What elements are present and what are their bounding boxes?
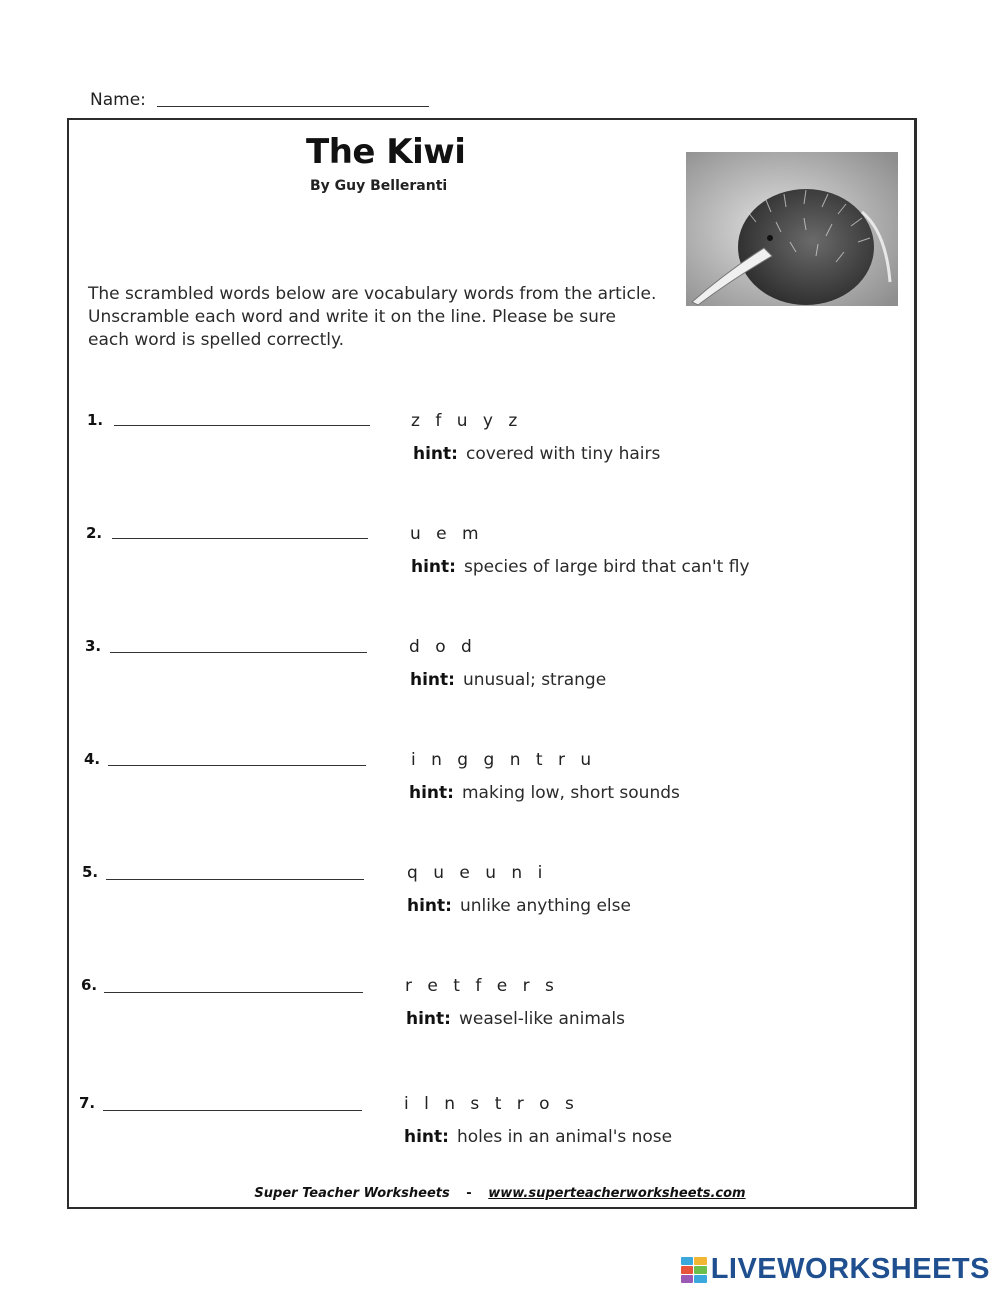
hint-value: holes in an animal's nose (456, 1127, 673, 1147)
hint-text (407, 896, 631, 916)
hint-value: covered with tiny hairs (465, 444, 661, 464)
item-number: 2. (86, 524, 103, 542)
liveworksheets-logo-icon (681, 1257, 707, 1283)
answer-line[interactable] (110, 652, 367, 653)
hint-text (413, 444, 660, 464)
hint-text (411, 557, 750, 577)
item-number: 4. (84, 750, 101, 768)
worksheet-title: The Kiwi (306, 132, 466, 172)
footer-url-link[interactable]: www.superteacherworksheets.com (488, 1186, 746, 1201)
answer-line[interactable] (106, 879, 364, 880)
hint-text (406, 1009, 625, 1029)
hint-label: hint: (406, 1009, 451, 1029)
answer-line[interactable] (103, 1110, 362, 1111)
item-number: 7. (79, 1094, 96, 1112)
hint-label: hint: (410, 670, 455, 690)
scrambled-word: q u e u n i (407, 863, 548, 883)
footer-separator: - (466, 1186, 472, 1201)
hint-text (404, 1127, 672, 1147)
brand-name: LIVEWORKSHEETS (710, 1253, 990, 1285)
hint-label: hint: (411, 557, 456, 577)
hint-label: hint: (409, 783, 454, 803)
answer-line[interactable] (114, 425, 370, 426)
answer-line[interactable] (112, 538, 368, 539)
worksheet-footer (0, 1186, 1000, 1201)
hint-value: species of large bird that can't fly (463, 557, 750, 577)
hint-label: hint: (407, 896, 452, 916)
hint-text (409, 783, 680, 803)
hint-value: unlike anything else (459, 896, 631, 916)
vocab-item (0, 745, 1000, 825)
scrambled-word: d o d (409, 637, 477, 657)
vocab-item (0, 632, 1000, 712)
kiwi-bird-photo (686, 152, 898, 306)
liveworksheets-brand[interactable] (681, 1253, 990, 1286)
item-number: 3. (85, 637, 102, 655)
scrambled-word: z f u y z (411, 411, 523, 431)
worksheet-byline: By Guy Belleranti (310, 178, 448, 194)
hint-value: making low, short sounds (461, 783, 680, 803)
scrambled-word: r e t f e r s (405, 976, 559, 996)
name-label: Name: (90, 90, 146, 110)
answer-line[interactable] (104, 992, 363, 993)
item-number: 5. (82, 863, 99, 881)
vocab-item (0, 1090, 1000, 1170)
scrambled-word: i n g g n t r u (411, 750, 597, 770)
hint-text (410, 670, 606, 690)
footer-publisher: Super Teacher Worksheets (254, 1186, 450, 1201)
hint-label: hint: (413, 444, 458, 464)
name-row (90, 90, 429, 110)
answer-line[interactable] (108, 765, 366, 766)
vocab-item (0, 858, 1000, 938)
scrambled-word: u e m (410, 524, 484, 544)
vocab-item (0, 519, 1000, 599)
scrambled-word: i l n s t r o s (404, 1094, 579, 1114)
instructions-text: The scrambled words below are vocabulary words from the article. Unscramble each word and write it on the line. Please be sure each word is spelled correctly. (88, 284, 657, 350)
kiwi-illustration-icon (686, 152, 898, 306)
vocab-item (0, 405, 1000, 485)
hint-label: hint: (404, 1127, 449, 1147)
hint-value: unusual; strange (462, 670, 607, 690)
name-field[interactable] (157, 105, 429, 107)
vocab-item (0, 971, 1000, 1051)
item-number: 1. (87, 411, 104, 429)
item-number: 6. (81, 976, 98, 994)
hint-value: weasel-like animals (458, 1009, 625, 1029)
